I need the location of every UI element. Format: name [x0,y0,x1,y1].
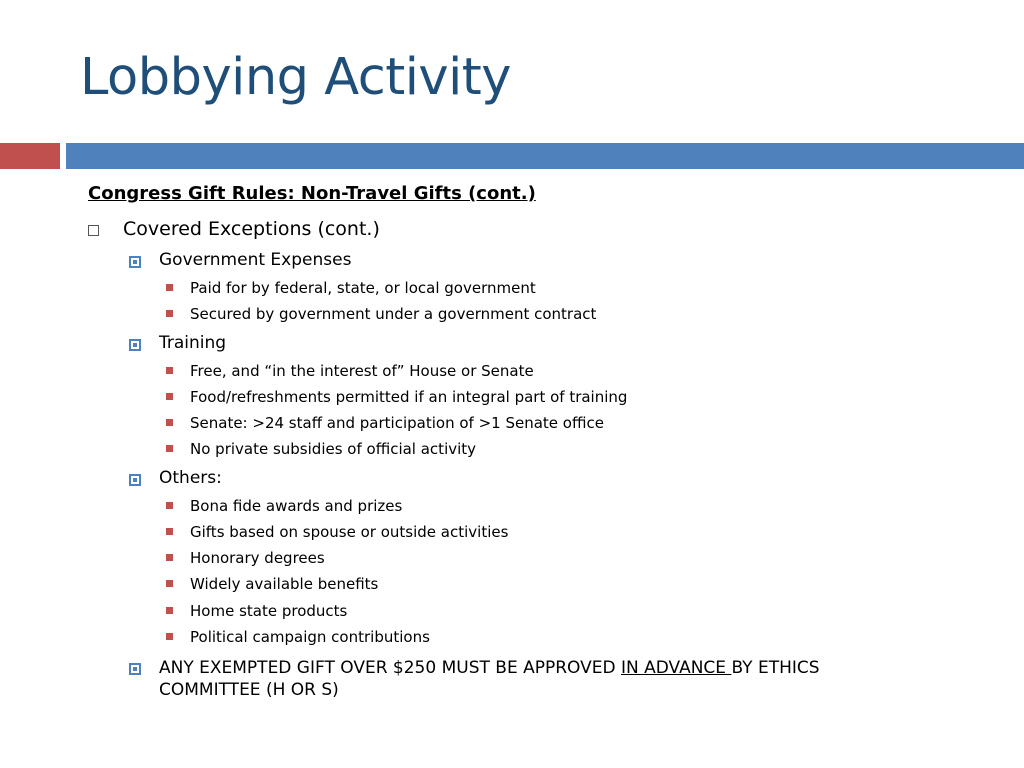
list-item: Paid for by federal, state, or local government [190,279,536,297]
bullet-icon [166,393,173,400]
square-bullet-icon [129,339,141,351]
bullet-icon [166,445,173,452]
bullet-icon [166,554,173,561]
bullet-icon [166,580,173,587]
list-item: Widely available benefits [190,575,379,593]
bullet-icon [166,419,173,426]
square-bullet-icon [88,225,99,236]
list-item: Home state products [190,602,348,620]
list-item: Political campaign contributions [190,628,430,646]
slide-title: Lobbying Activity [80,48,511,107]
bullet-icon [166,502,173,509]
bullet-icon [166,310,173,317]
final-note-part2: BY ETHICS COMMITTEE (H OR S) [159,658,820,700]
final-note-part1: ANY EXEMPTED GIFT OVER $250 MUST BE APPROVED [159,658,621,678]
final-note [159,657,919,701]
square-bullet-icon [129,474,141,486]
list-item: Gifts based on spouse or outside activities [190,523,509,541]
list-item: No private subsidies of official activity [190,440,477,458]
section-heading: Congress Gift Rules: Non-Travel Gifts (cont.) [88,183,536,204]
bullet-icon [166,367,173,374]
bullet-icon [166,284,173,291]
square-bullet-icon [129,256,141,268]
bullet-icon [166,528,173,535]
group-label: Government Expenses [159,250,352,270]
accent-bar-blue [66,143,1024,169]
list-item: Secured by government under a government contract [190,305,597,323]
final-note-underlined: IN ADVANCE [620,658,732,678]
group-label: Others: [159,468,222,488]
list-item: Free, and “in the interest of” House or Senate [190,362,534,380]
list-item: Food/refreshments permitted if an integral part of training [190,388,628,406]
bullet-icon [166,633,173,640]
level1-item: Covered Exceptions (cont.) [123,218,380,240]
list-item: Senate: >24 staff and participation of >1 Senate office [190,414,604,432]
bullet-icon [166,607,173,614]
list-item: Bona fide awards and prizes [190,497,403,515]
group-label: Training [159,333,227,353]
accent-bar-red [0,143,60,169]
square-bullet-icon [129,663,141,675]
list-item: Honorary degrees [190,549,325,567]
